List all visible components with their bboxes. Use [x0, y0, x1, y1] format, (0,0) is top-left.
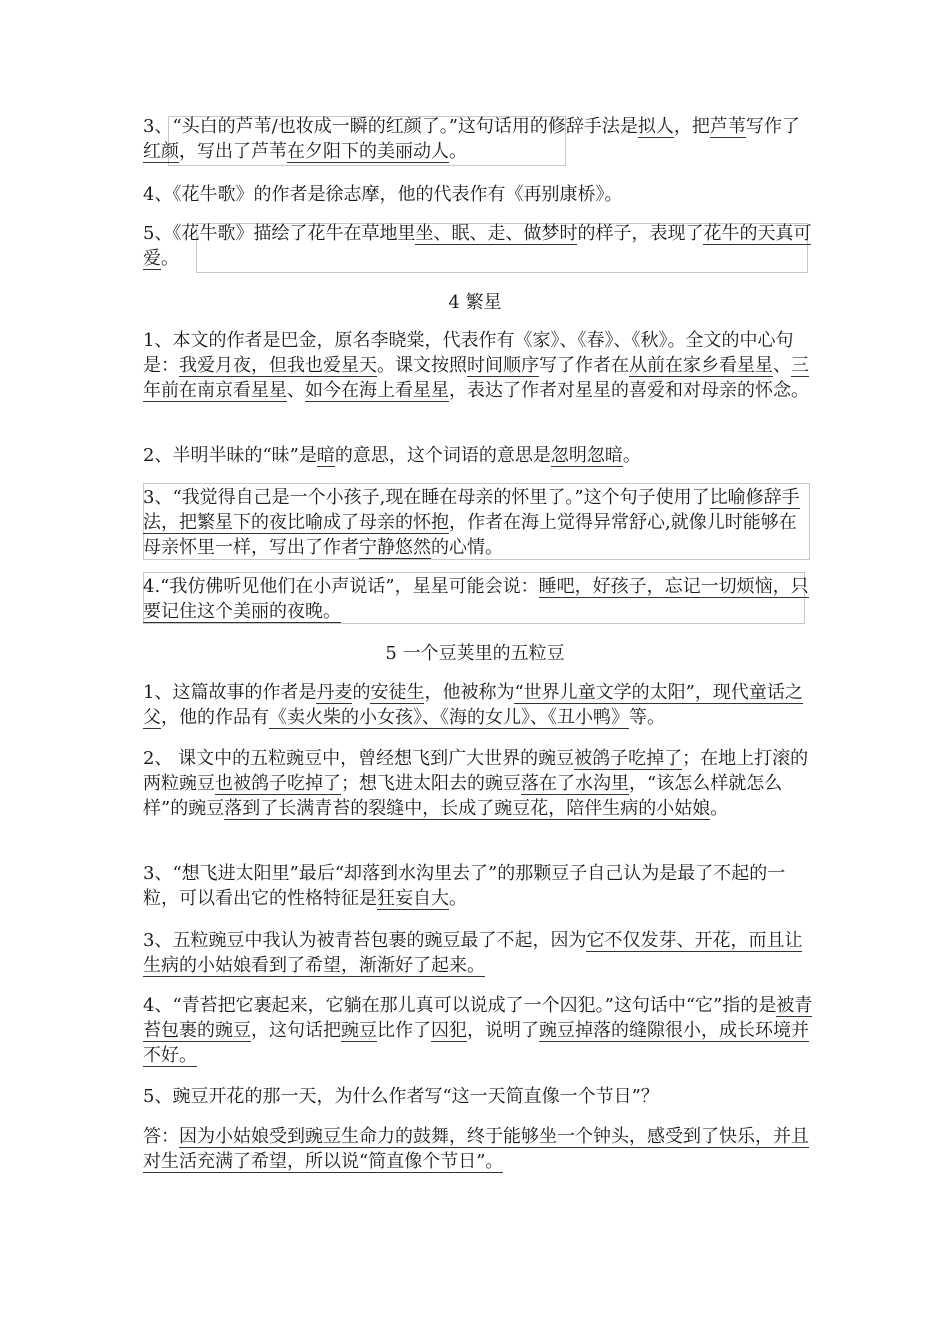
answer-underline: “世界儿童文学的太阳”，现代童话之父 [143, 682, 803, 728]
answer-underline: 从前在家乡看星星 [629, 355, 773, 376]
section-heading: 4 繁星 [448, 292, 502, 313]
text: 1、本文的作者是巴金，原名李晓棠，代表作有《家》、《春》、《秋》。全文的中心句是： [143, 330, 794, 376]
text: 3、“头白的芦苇/也妆成一瞬的红颜了。”这句话用的修辞手法是 [143, 116, 638, 137]
text: 3、五粒豌豆中我认为被青苔包裹的豌豆最了不起，因为 [143, 930, 587, 951]
text: 、 [287, 380, 305, 401]
text: 4.“我仿佛听见他们在小声说话”，星星可能会说： [143, 576, 539, 597]
paragraph-2-wei-meaning [143, 443, 813, 468]
text: 3、“想飞进太阳里”最后“却落到水沟里去了”的那颗豆子自己认为是最了不起的一粒，可以看出它的性格特征是 [143, 863, 786, 909]
text: 。 [449, 888, 467, 909]
paragraph-1-andersen [143, 680, 813, 730]
text: 5、豌豆开花的那一天，为什么作者写“这一天简直像一个节日”？ [143, 1086, 659, 1107]
answer-underline: 如今在海上看星星 [305, 380, 449, 401]
answer-underline: 落到了长满青苔的裂缝中，长成了豌豆花，陪伴生病的小姑娘 [224, 798, 711, 819]
text: 1、这篇故事的作者是 [143, 682, 317, 703]
text: 。 [622, 445, 641, 466]
paragraph-3-greatest-pea [143, 928, 813, 978]
answer-underline: 拟人 [637, 116, 674, 137]
text: 写了作者在 [539, 355, 629, 376]
text: 。 [710, 798, 729, 819]
answer-underline: 我爱月夜，但我也爱星天 [179, 355, 377, 376]
text: 2、半明半昧的“昧”是 [143, 445, 317, 466]
answer-underline: 被青苔包裹的豌豆 [143, 995, 813, 1041]
answer-underline: 囚犯 [431, 1020, 467, 1041]
text: 比作了 [377, 1020, 431, 1041]
text: ，作者在海上觉得异常舒心,就像儿时能够在母亲怀里一样，写出了作者 [143, 512, 797, 558]
answer-underline: 安徒生 [370, 682, 425, 703]
answer-underline: 豌豆 [341, 1020, 377, 1041]
answer-underline: 狂妄自大 [377, 888, 449, 909]
answer-underline: 被鸽子吃掉了 [574, 748, 683, 769]
paragraph-4-prisoner [143, 993, 813, 1068]
text: 2、 课文中的五粒豌豆中，曾经想飞到广大世界的豌豆 [143, 748, 575, 769]
answer-underline: 花牛的天真可爱 [143, 223, 812, 269]
answer-underline: 落在了水沟里 [521, 773, 629, 794]
answer-underline: 在夕阳下的美丽动人 [287, 141, 449, 162]
answer-underline: 红颜 [143, 141, 179, 162]
answer-underline: 时间顺序 [467, 355, 539, 376]
answer-underline: 《卖火柴的小女孩》、《海的女儿》、《丑小鸭》 [269, 707, 629, 728]
text: ，“该怎么样就怎么样”的豌豆 [143, 773, 783, 819]
text: ，写出了芦苇 [179, 141, 287, 162]
answer-underline: 三年前在南京看星星 [143, 355, 809, 401]
text: ，把 [673, 116, 710, 137]
text: 的心情。 [431, 537, 503, 558]
text: ，他的作品有 [161, 707, 269, 728]
paragraph-3-reed-rhetoric [143, 114, 813, 164]
text: ，他被称为 [424, 682, 515, 703]
text: 3、“我觉得自己是一个小孩子,现在睡在母亲的怀里了。”这个句子使用了 [143, 487, 710, 508]
text: 。 [449, 141, 467, 162]
answer-underline: 芦苇 [709, 116, 746, 137]
paragraph-1-fanxing-author [143, 328, 813, 403]
paragraph-3-metaphor [143, 485, 813, 560]
text: 的 [352, 682, 371, 703]
answer-underline: 丹麦 [316, 682, 353, 703]
text: 。课文按照 [377, 355, 467, 376]
text: ，说明了 [467, 1020, 539, 1041]
text: 5、《花牛歌》描绘了花牛在草地里 [143, 223, 416, 244]
text: 4、“青苔把它裹起来，它躺在那儿真可以说成了一个囚犯。”这句话中“它”指的是 [143, 995, 777, 1016]
section-heading: 5 一个豆荚里的五粒豆 [385, 643, 565, 664]
answer-underline: 它不仅发芽、开花，而且让生病的小姑娘看到了希望，渐渐好了起来。 [143, 930, 803, 976]
answer-underline: 暗 [316, 445, 335, 466]
text: 的意思，这个词语的意思是 [334, 445, 551, 466]
answer-underline: 宁静悠然 [359, 537, 431, 558]
text: ；在地上打滚的两粒豌豆 [143, 748, 809, 794]
paragraph-3-arrogant-pea [143, 861, 813, 911]
paragraph-2-five-peas [143, 746, 813, 821]
answer-underline: 因为小姑娘受到豌豆生命力的鼓舞，终于能够坐一个钟头，感受到了快乐，并且对生活充满了希望，所以说“简直像个节日”。 [143, 1126, 809, 1172]
paragraph-4-stars-speak [143, 574, 813, 624]
text: 答： [143, 1126, 179, 1147]
paragraph-4-huaniuge-author [143, 182, 813, 207]
paragraph-5-question [143, 1084, 813, 1109]
text: ，表达了作者对星星的喜爱和对母亲的怀念。 [449, 380, 809, 401]
paragraph-answer [143, 1124, 813, 1174]
answer-underline: 忽明忽暗 [550, 445, 623, 466]
answer-underline: 睡吧，好孩子，忘记一切烦恼，只要记住这个美丽的夜晚。 [143, 576, 809, 622]
paragraph-5-huaniuge-depiction [143, 221, 813, 271]
text: 的样子，表现了 [577, 223, 704, 244]
text: 。 [161, 248, 179, 269]
answer-underline: 也被鸽子吃掉了 [215, 773, 341, 794]
text: 等。 [629, 707, 665, 728]
text: 4、《花牛歌》的作者是徐志摩，他的代表作有《再别康桥》。 [143, 184, 623, 205]
answer-underline: 坐、眠、走、做梦时 [415, 223, 578, 244]
text: 、 [773, 355, 791, 376]
answer-underline: 比喻修辞手法，把繁星下的夜比喻成了母亲的怀抱 [143, 487, 800, 533]
text: 写作了 [745, 116, 800, 137]
text: ；想飞进太阳去的豌豆 [341, 773, 521, 794]
text: ，这句话把 [251, 1020, 341, 1041]
answer-underline: 豌豆掉落的缝隙很小，成长环境并不好。 [143, 1020, 809, 1066]
